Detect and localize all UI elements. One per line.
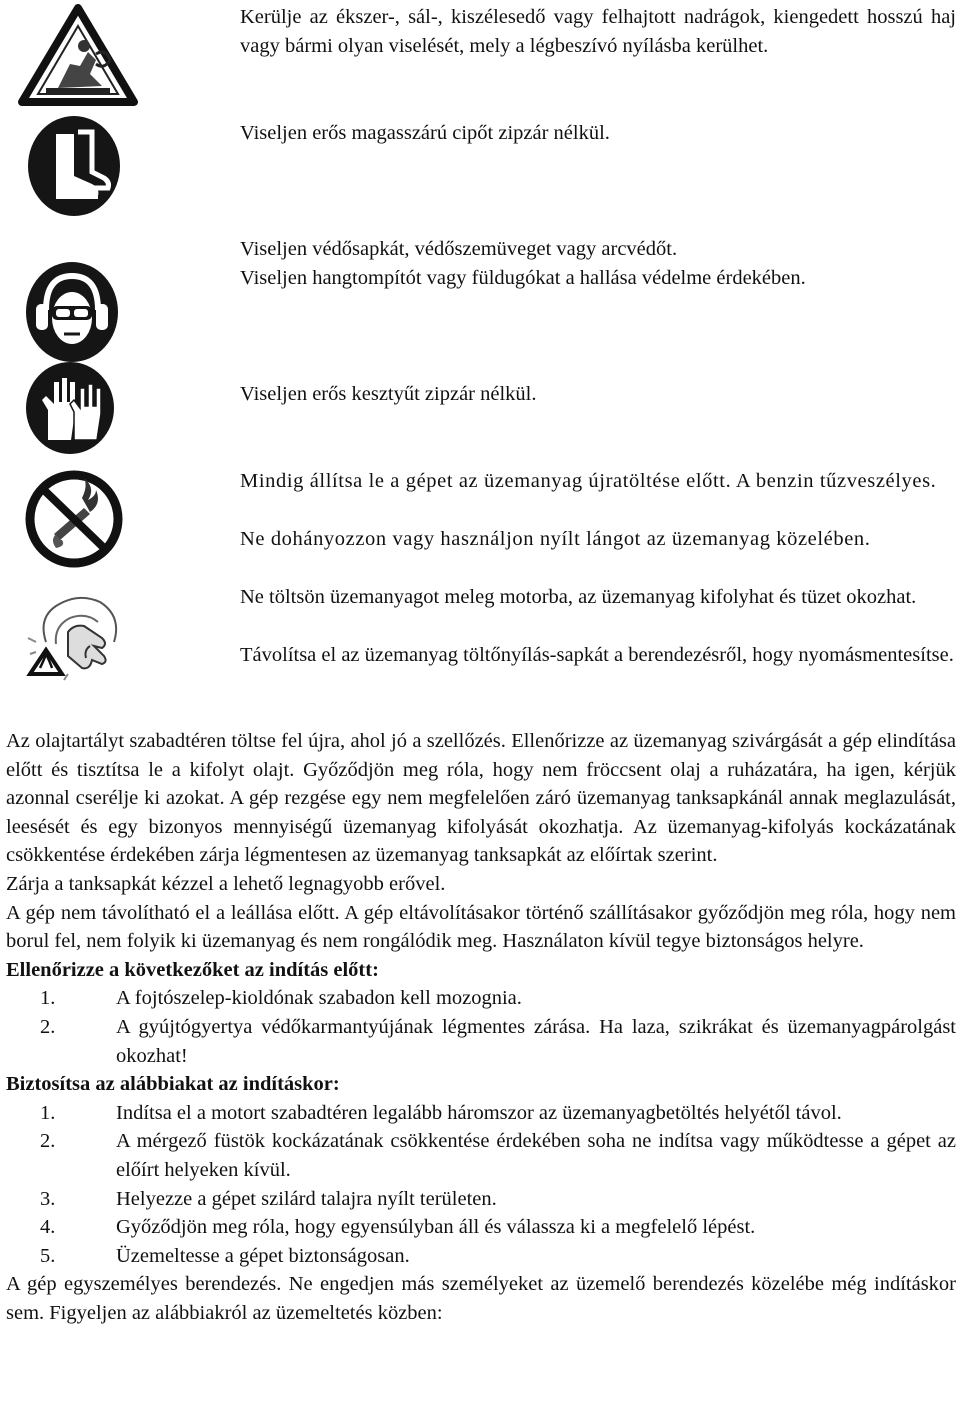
- paragraph-single-operator: A gép egyszemélyes berendezés. Ne engedjen más személyeket az üzemelő berendezés közelébe még indításkor sem. Figyeljen az alábbiakról az üzemeltetés közben:: [6, 1273, 956, 1324]
- list-item: 2. A gyújtógyertya védőkarmantyújának légmentes zárása. Ha laza, szikrákat és üzemanyagpárolgást okozhat!: [40, 1015, 956, 1067]
- text-jewelry-warning: Kerülje az ékszer-, sál-, kiszélesedő vagy felhajtott nadrágok, kiengedett hosszú haj vagy bármi olyan viselését, mely a légbeszívó nyílásba kerülhet.: [240, 6, 956, 57]
- text-headgear: Viseljen védősapkát, védőszemüveget vagy arcvédőt.: [240, 238, 678, 260]
- text-gloves: Viseljen erős kesztyűt zipzár nélkül.: [240, 383, 537, 405]
- no-smoking-icon: [24, 468, 124, 570]
- paragraph-oil-tank: Az olajtartályt szabadtéren töltse fel újra, ahol jó a szellőzés. Ellenőrizze az üzemanyag szivárgását a gép elindítása előtt és tisztítsa le a kifolyt olajt. Győződjön meg róla, hogy nem fröccsent olaj a ruházatára, ha igen, kérjük azonnal cserélje ki azokat. A gép rezgése egy nem megfelelően záró üzemanyag tanksapkánál annak meglazulását, leesését és egy bizonyos mennyiségű üzemanyag kifolyását okozhatja. Az üzemanyag-kifolyás kockázatának csökkentése érdekében zárja légmentesen az üzemanyag tanksapkát az előírtak szerint.: [6, 730, 956, 867]
- text-hot-engine: Ne töltsön üzemanyagot meleg motorba, az üzemanyag kifolyhat és tüzet okozhat.: [240, 586, 917, 608]
- heading-before-start: Ellenőrizze a következőket az indítás előtt:: [6, 958, 379, 981]
- text-no-smoking: Ne dohányozzon vagy használjon nyílt lángot az üzemanyag közelében.: [240, 528, 871, 550]
- list-item: 2. A mérgező füstök kockázatának csökkentése érdekében soha ne indítsa vagy működtesse a gépet az előírt helyeken kívül.: [40, 1130, 956, 1181]
- gloves-icon: [24, 360, 116, 456]
- paragraph-transport: A gép nem távolítható el a leállása előtt. A gép eltávolításakor történő szállításakor győződjön meg róla, hogy nem borul fel, nem folyik ki üzemanyag és nem rongálódik meg. Használaton kívül tegye biztonságos helyre.: [6, 901, 956, 953]
- list-item: 1. Indítsa el a motort szabadtéren legalább háromszor az üzemanyagbetöltés helyétől távol.: [40, 1101, 842, 1124]
- main-body: [6, 727, 956, 1327]
- list-item: 3. Helyezze a gépet szilárd talajra nyílt területen.: [40, 1187, 497, 1210]
- text-boots: Viseljen erős magasszárú cipőt zipzár nélkül.: [240, 122, 610, 144]
- warning-entanglement-icon: [18, 4, 138, 106]
- hot-surface-icon: [26, 592, 130, 686]
- text-refuel-stop: Mindig állítsa le a gépet az üzemanyag újratöltése előtt. A benzin tűzveszélyes.: [240, 470, 937, 492]
- list-item: 5. Üzemeltesse a gépet biztonságosan.: [40, 1244, 410, 1267]
- list-item: 1. A fojtószelep-kioldónak szabadon kell mozognia.: [40, 987, 522, 1010]
- paragraph-tank-cap: Zárja a tanksapkát kézzel a lehető legnagyobb erővel.: [6, 872, 446, 895]
- text-pressure-release: Távolítsa el az üzemanyag töltőnyílás-sapkát a berendezésről, hogy nyomásmentesítse.: [240, 644, 954, 666]
- text-hearing: Viseljen hangtompítót vagy füldugókat a hallása védelme érdekében.: [240, 267, 806, 289]
- safety-boots-icon: [26, 114, 122, 218]
- list-item: 4. Győződjön meg róla, hogy egyensúlyban áll és válassza ki a megfelelő lépést.: [40, 1216, 756, 1239]
- goggles-earmuffs-icon: [24, 260, 120, 364]
- heading-at-start: Biztosítsa az alábbiakat az indításkor:: [6, 1073, 340, 1096]
